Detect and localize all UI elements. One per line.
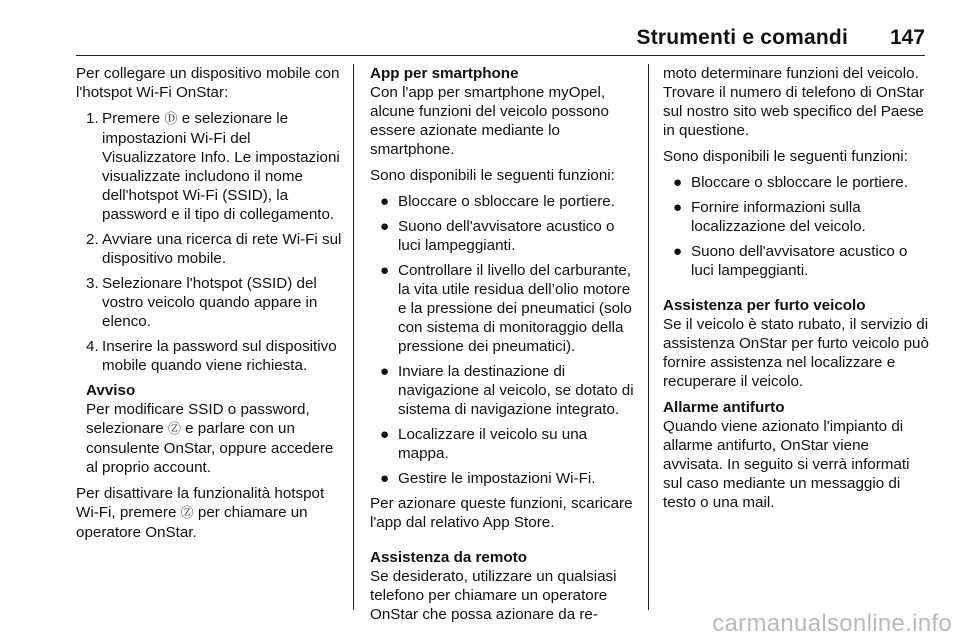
alarm-heading: Allarme antifurto bbox=[663, 399, 785, 416]
alarm-text: Quando viene azionato l'impianto di allarme antifurto, OnStar viene avvisata. In seguito si verrà informati sul caso mediante un messaggio di testo o una mail. bbox=[663, 418, 910, 511]
smartphone-functions-list bbox=[370, 192, 638, 488]
onstar-button-icon: Ⓩ bbox=[180, 506, 194, 521]
watermark: carmanualsonline.info bbox=[712, 610, 952, 637]
hotspot-steps bbox=[76, 109, 346, 375]
column-divider-2 bbox=[648, 64, 649, 610]
remote-assistance-text: Se desiderato, utilizzare un qualsiasi telefono per chiamare un operatore OnStar che possa azionare da re- bbox=[370, 568, 617, 623]
page-number: 147 bbox=[889, 26, 925, 49]
list-item: ● Suono dell'avvisatore acustico o luci lampeggianti. bbox=[673, 243, 908, 279]
list-item: ● Gestire le impostazioni Wi-Fi. bbox=[380, 470, 596, 487]
theft-assistance-text: Se il veicolo è stato rubato, il servizio di assistenza OnStar per furto veicolo può fornire assistenza nel localizzare e recuperare il veicolo. bbox=[663, 316, 929, 390]
functions-intro: Sono disponibili le seguenti funzioni: bbox=[663, 148, 908, 165]
step-item: 3. Selezionare l'hotspot (SSID) del vostro veicolo quando appare in elenco. bbox=[86, 275, 318, 330]
list-item: ● Controllare il livello del carburante, la vita utile residua dell’olio motore e la pressione dei pneumatici (solo con sistema di monitoraggio della pressione dei pneumatici). bbox=[380, 262, 632, 355]
column-1 bbox=[76, 64, 346, 549]
app-store-text: Per azionare queste funzioni, scaricare l'app dal relativo App Store. bbox=[370, 495, 633, 531]
header-rule bbox=[76, 55, 925, 56]
step-item: 1. Premere Ⓓ e selezionare le impostazioni Wi-Fi del Visualizzatore Info. Le impostazioni visualizzate includono il nome dell'hotspot Wi-Fi (SSID), la password e il tipo di collegamento. bbox=[86, 110, 340, 223]
display-button-icon: Ⓓ bbox=[164, 112, 178, 127]
note-box bbox=[76, 381, 346, 477]
step-item: 4. Inserire la password sul dispositivo mobile quando viene richiesta. bbox=[86, 338, 337, 374]
onstar-button-icon: Ⓩ bbox=[167, 422, 181, 437]
page-header bbox=[0, 0, 960, 56]
remote-assistance-heading: Assistenza da remoto bbox=[370, 549, 527, 566]
list-item: ● Suono dell'avvisatore acustico o luci lampeggianti. bbox=[380, 218, 615, 254]
section-title: Strumenti e comandi bbox=[636, 26, 848, 49]
step-item: 2. Avviare una ricerca di rete Wi-Fi sul dispositivo mobile. bbox=[86, 231, 342, 267]
smartphone-app-intro: Con l'app per smartphone myOpel, alcune funzioni del veicolo possono essere azionate mediante lo smartphone. bbox=[370, 84, 609, 158]
note-text: Per modificare SSID o password, selezionare Ⓩ e parlare con un consulente OnStar, oppure accedere al proprio account. bbox=[86, 401, 334, 476]
column-3 bbox=[663, 64, 929, 519]
functions-intro: Sono disponibili le seguenti funzioni: bbox=[370, 167, 615, 184]
list-item: ● Fornire informazioni sulla localizzazione del veicolo. bbox=[673, 199, 866, 235]
column-2 bbox=[370, 64, 638, 631]
remote-assistance-continued: moto determinare funzioni del veicolo. Trovare il numero di telefono di OnStar sul nostro sito web specifico del Paese in questione. bbox=[663, 65, 925, 139]
note-heading: Avviso bbox=[86, 382, 136, 399]
list-item: ● Localizzare il veicolo su una mappa. bbox=[380, 426, 588, 462]
hotspot-outro: Per disattivare la funzionalità hotspot Wi-Fi, premere Ⓩ per chiamare un operatore OnStar. bbox=[76, 485, 325, 541]
theft-assistance-heading: Assistenza per furto veicolo bbox=[663, 297, 866, 314]
list-item: ● Bloccare o sbloccare le portiere. bbox=[380, 193, 615, 210]
remote-functions-list bbox=[663, 173, 929, 280]
smartphone-app-heading: App per smartphone bbox=[370, 65, 519, 82]
hotspot-intro: Per collegare un dispositivo mobile con l'hotspot Wi-Fi OnStar: bbox=[76, 65, 340, 101]
column-divider-1 bbox=[353, 64, 354, 610]
list-item: ● Bloccare o sbloccare le portiere. bbox=[673, 174, 908, 191]
list-item: ● Inviare la destinazione di navigazione al veicolo, se dotato di sistema di navigazione integrato. bbox=[380, 363, 634, 418]
